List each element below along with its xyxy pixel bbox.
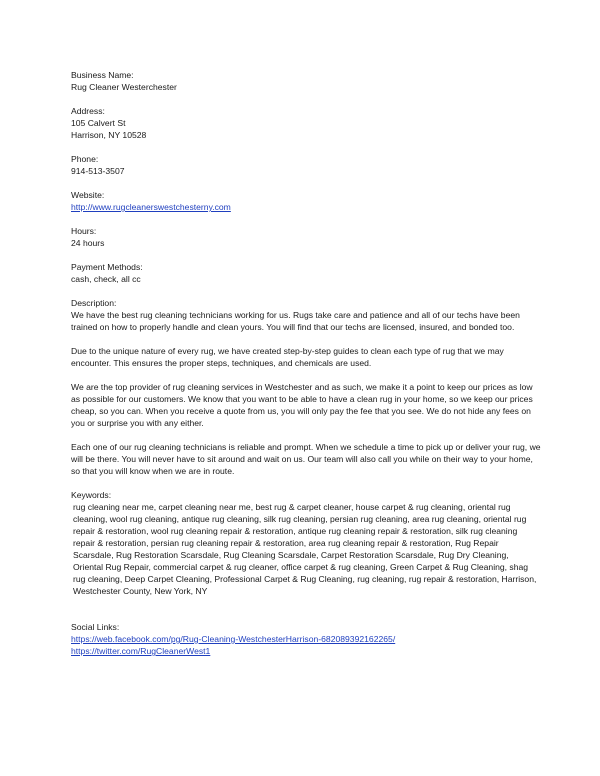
address-label: Address: — [71, 106, 105, 116]
keywords-label: Keywords: — [71, 490, 112, 500]
keywords-text: rug cleaning near me, carpet cleaning near me, best rug & carpet cleaner, house carpet & rug cleaning, oriental rug cleaning, wool rug cleaning, antique rug cleaning, silk rug cleaning, persian rug cleaning, area rug cleaning, oriental rug repair & restoration, wool rug cleaning repair & restoration, antique rug cleaning repair & restoration, silk rug cleaning repair & restoration, persian rug cleaning repair & restoration, area rug cleaning repair & restoration, Rug Repair Scarsdale, Rug Restoration Scarsdale, Rug Cleaning Scarsdale, Carpet Restoration Scarsdale, Rug Dry Cleaning, Oriental Rug Repair, commercial carpet & rug cleaner, office carpet & rug cleaning, Green Carpet & Rug Cleaning, shag rug cleaning, Deep Carpet Cleaning, Professional Carpet & Rug Cleaning, rug cleaning, rug repair & restoration, Harrison, Westchester County, New York, NY — [73, 502, 537, 596]
description-paragraph-2: Due to the unique nature of every rug, we have created step-by-step guides to clean each type of rug that we may encounter. This ensures the proper steps, techniques, and chemicals are used. — [71, 346, 504, 368]
description-paragraph-3: We are the top provider of rug cleaning services in Westchester and as such, we make it a point to keep our prices as low as possible for our customers. We know that you want to be able to have a clean rug in your home, so we keep our prices cheap, so you can. When you receive a quote from us, you will only pay the fee that you see. We do not hide any fees on you or surprise you with any either. — [71, 382, 533, 428]
website-section — [71, 189, 541, 213]
hours-value: 24 hours — [71, 238, 105, 248]
phone-value: 914-513-3507 — [71, 166, 125, 176]
social-links-section — [71, 621, 541, 657]
description-section — [71, 297, 541, 477]
twitter-link[interactable]: https://twitter.com/RugCleanerWest1 — [71, 646, 211, 656]
phone-section — [71, 153, 541, 177]
phone-label: Phone: — [71, 154, 99, 164]
address-line1: 105 Calvert St — [71, 118, 126, 128]
document-page — [71, 69, 541, 657]
social-links-label: Social Links: — [71, 622, 120, 632]
payment-section — [71, 261, 541, 285]
description-label: Description: — [71, 298, 117, 308]
payment-value: cash, check, all cc — [71, 274, 141, 284]
facebook-link[interactable]: https://web.facebook.com/pg/Rug-Cleaning-WestchesterHarrison-682089392162265/ — [71, 634, 396, 644]
address-line2: Harrison, NY 10528 — [71, 130, 147, 140]
business-name-label: Business Name: — [71, 70, 134, 80]
payment-label: Payment Methods: — [71, 262, 143, 272]
website-label: Website: — [71, 190, 105, 200]
description-paragraph-4: Each one of our rug cleaning technicians is reliable and prompt. When we schedule a time to pick up or deliver your rug, we will be there. You will never have to sit around and wait on us. Our team will also call you while on their way to your home, so that you will know when we are in route. — [71, 442, 541, 476]
keywords-section — [71, 489, 541, 597]
address-section — [71, 105, 541, 141]
website-link[interactable]: http://www.rugcleanerswestchesterny.com — [71, 202, 231, 212]
hours-label: Hours: — [71, 226, 97, 236]
business-name-section — [71, 69, 541, 93]
business-name-value: Rug Cleaner Westerchester — [71, 82, 177, 92]
hours-section — [71, 225, 541, 249]
description-paragraph-1: We have the best rug cleaning technicians working for us. Rugs take care and patience and all of our techs have been trained on how to properly handle and clean yours. You will find that our techs are licensed, insured, and bonded too. — [71, 310, 520, 332]
